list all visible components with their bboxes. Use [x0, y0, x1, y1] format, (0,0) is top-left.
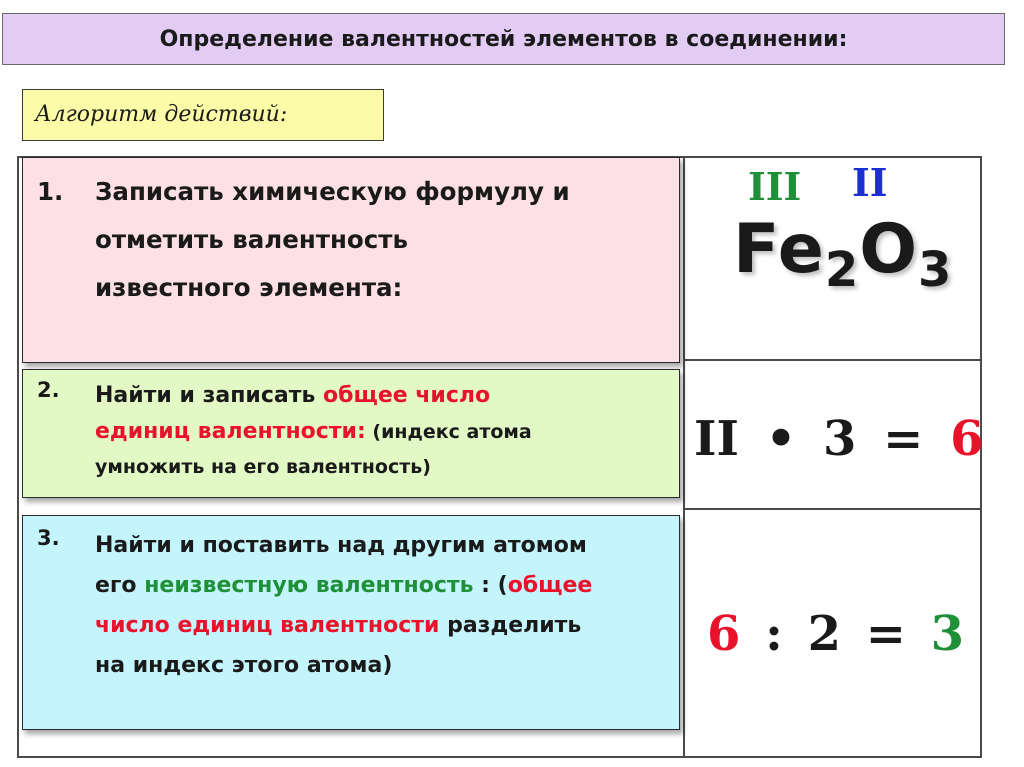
algorithm-label-text: Алгоритм действий:	[35, 102, 288, 127]
calculation-1	[694, 411, 984, 467]
calc-2-total: 6	[707, 606, 741, 662]
step-1-number: 1.	[37, 177, 64, 206]
step-2-note-1: (индекс атома	[365, 421, 532, 443]
step-1-text	[95, 168, 570, 312]
calc-2-operator: :	[765, 606, 783, 662]
page-title	[2, 13, 1005, 65]
step-3-text	[95, 526, 592, 686]
calc-1-result: 6	[950, 411, 984, 467]
table-row-divider-2	[683, 508, 981, 510]
step-3-plain-1: его	[95, 573, 145, 598]
table-border-left	[17, 156, 19, 757]
step-2-box	[22, 369, 680, 498]
table-column-divider	[683, 156, 685, 757]
index-o: 3	[918, 242, 953, 298]
algorithm-label	[22, 89, 384, 141]
step-1-line-2: отметить валентность	[95, 225, 408, 254]
element-o: O	[859, 210, 919, 289]
step-2-plain: Найти и записать	[95, 383, 324, 408]
calc-1-operator: •	[765, 411, 797, 467]
calculation-2	[707, 606, 964, 662]
calc-2-index: 2	[807, 606, 841, 662]
step-2-text	[95, 378, 532, 484]
step-3-colon: : (	[473, 573, 508, 598]
step-2-note-2: умножить на его валентность)	[95, 456, 431, 478]
step-1-line-3: известного элемента:	[95, 273, 403, 302]
index-fe: 2	[824, 242, 860, 298]
page-title-text: Определение валентностей элементов в соединении:	[159, 26, 848, 52]
step-2-number: 2.	[37, 378, 60, 402]
step-3-highlight-red-2: число единиц валентности	[95, 613, 440, 638]
step-1-line-1: Записать химическую формулу и	[95, 177, 570, 206]
step-3-plain-2: разделить	[439, 613, 582, 638]
table-row-divider-1	[683, 359, 981, 361]
calc-2-equals: =	[865, 606, 906, 662]
step-2-highlight-2: единиц валентности:	[95, 419, 366, 444]
step-2-highlight-1: общее число	[323, 383, 491, 408]
step-3-box	[22, 515, 680, 730]
valence-fe: III	[748, 164, 802, 209]
step-3-line-4: на индекс этого атома)	[95, 653, 393, 678]
calc-2-result: 3	[930, 606, 965, 662]
step-3-line-1: Найти и поставить над другим атомом	[95, 533, 587, 558]
formula-fe2o3	[733, 210, 952, 298]
valence-o: II	[852, 160, 888, 205]
element-fe: Fe	[733, 210, 825, 289]
step-1-box	[22, 157, 680, 363]
step-3-highlight-green: неизвестную валентность	[144, 573, 474, 598]
step-3-number: 3.	[37, 526, 60, 550]
calc-1-equals: =	[883, 411, 924, 467]
step-3-highlight-red-1: общее	[507, 573, 593, 598]
table-border-bottom	[17, 756, 982, 758]
calc-1-index: 3	[823, 411, 857, 467]
calc-1-valence: II	[694, 411, 739, 467]
